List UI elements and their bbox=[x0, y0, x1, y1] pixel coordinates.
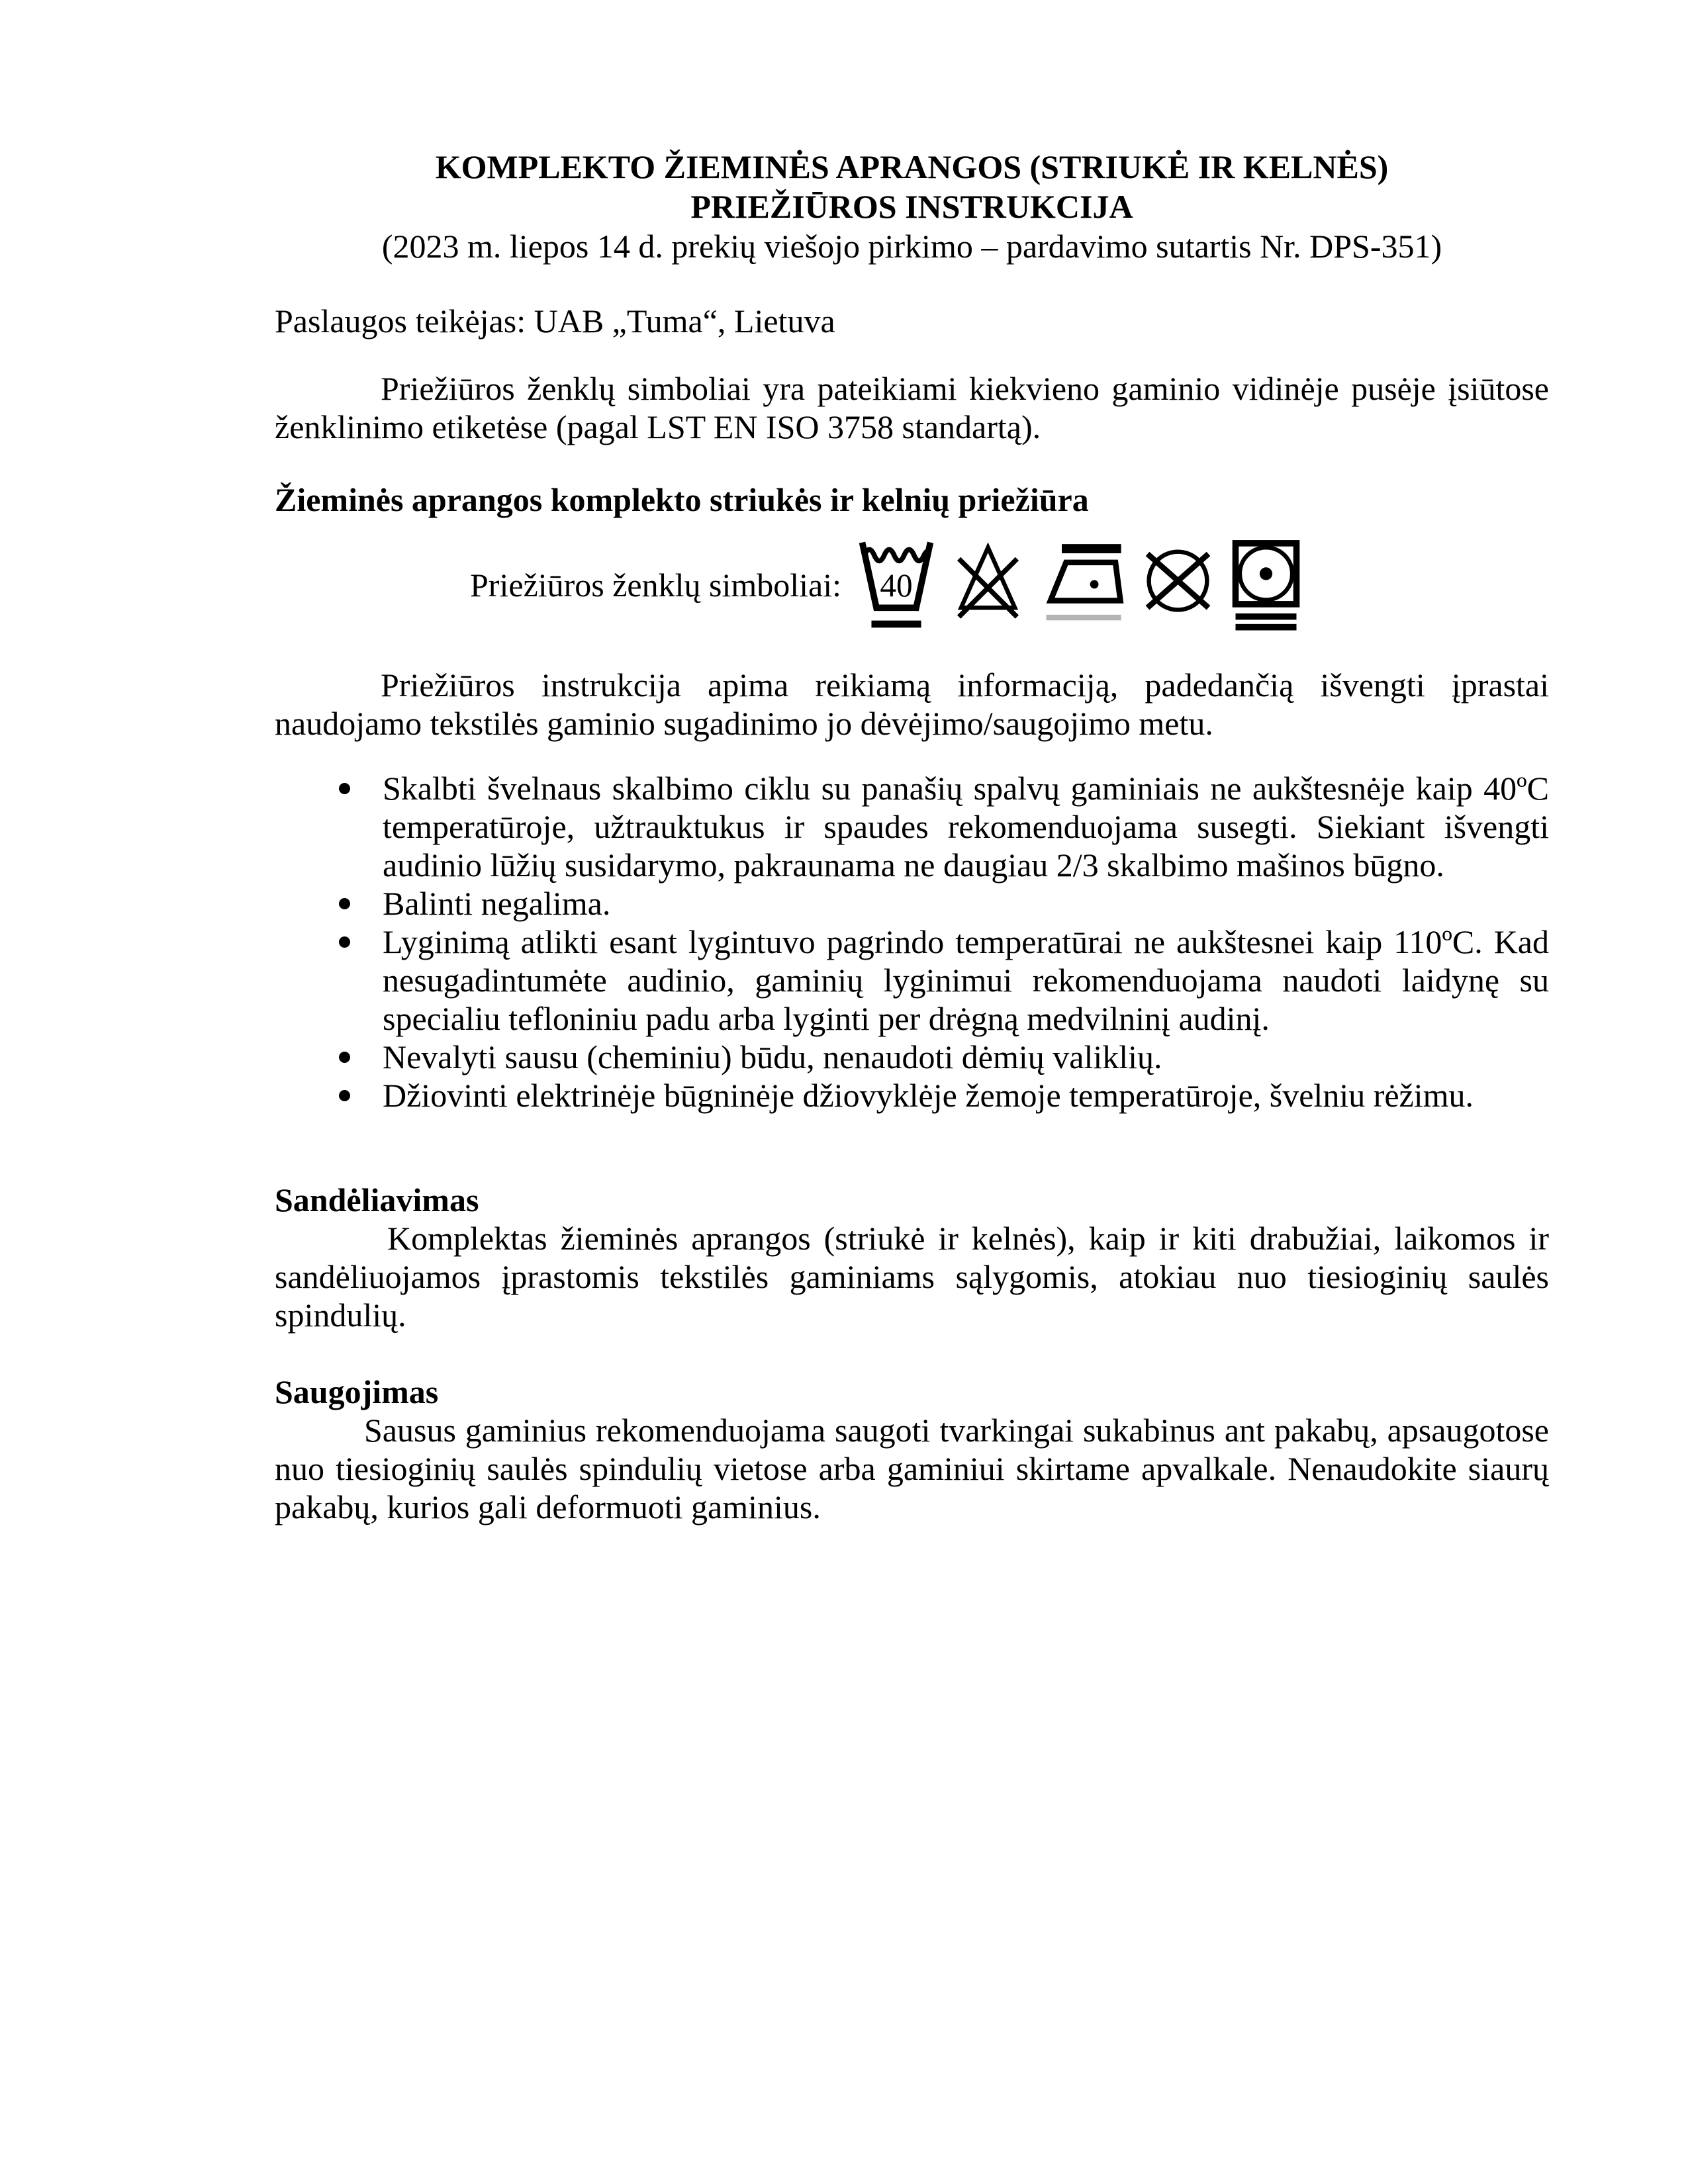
storage-section-heading: Sandėliavimas bbox=[275, 1181, 479, 1218]
title-line-2: PRIEŽIŪROS INSTRUKCIJA bbox=[690, 188, 1133, 225]
care-section-heading: Žieminės aprangos komplekto striukės ir kelnių priežiūra bbox=[275, 481, 1089, 518]
care-instruction-item-tumble-dry bbox=[275, 1076, 1549, 1115]
do-not-bleach-icon bbox=[953, 538, 1023, 632]
do-not-dry-clean-icon bbox=[1143, 538, 1213, 632]
wash-temperature-label: 40 bbox=[880, 567, 913, 604]
care-instruction-text: Balinti negalima. bbox=[383, 885, 611, 922]
care-symbols-strip bbox=[857, 538, 1301, 632]
care-info-paragraph: Priežiūros instrukcija apima reikiamą informaciją, padedančią išvengti įprastai naudojamo tekstilės gaminio sugadinimo jo dėvėjimo/saugojimo metu. bbox=[275, 666, 1549, 742]
bullet-dot-icon bbox=[339, 898, 350, 909]
care-instruction-text: Skalbti švelnaus skalbimo ciklu su panašių spalvų gaminiais ne aukštesnėje kaip 40ºC temperatūroje, užtrauktukus ir spaudes rekomenduojama susegti. Siekiant išvengti audinio lūžių susidarymo, pakraunama ne daugiau 2/3 skalbimo mašinos būgno. bbox=[383, 770, 1549, 884]
document-content bbox=[275, 147, 1549, 1526]
care-instruction-text: Lyginimą atlikti esant lygintuvo pagrindo temperatūrai ne aukštesnei kaip 110ºC. Kad nesugadintumėte audinio, gaminių lyginimui rekomenduojama naudoti laidynę su specialiu tefloniniu padu arba lyginti per drėgną medvilninį audinį. bbox=[383, 923, 1549, 1037]
contract-line: (2023 m. liepos 14 d. prekių viešojo pirkimo – pardavimo sutartis Nr. DPS-351) bbox=[381, 228, 1442, 265]
provider-line: Paslaugos teikėjas: UAB „Tuma“, Lietuva bbox=[275, 302, 835, 340]
care-instruction-item-bleach bbox=[275, 884, 1549, 923]
bullet-dot-icon bbox=[339, 783, 350, 794]
document-title bbox=[275, 147, 1549, 266]
bullet-dot-icon bbox=[339, 1090, 350, 1101]
iron-one-dot-icon bbox=[1041, 538, 1125, 632]
care-symbols-label: Priežiūros ženklų simboliai: bbox=[470, 567, 842, 604]
care-instruction-item-dry-clean bbox=[275, 1038, 1549, 1076]
care-instructions-list bbox=[275, 769, 1549, 1115]
title-line-1: KOMPLEKTO ŽIEMINĖS APRANGOS (STRIUKĖ IR KELNĖS) bbox=[435, 148, 1389, 185]
care-instruction-item-iron bbox=[275, 923, 1549, 1038]
wash-40-mild-icon bbox=[857, 538, 935, 632]
bullet-dot-icon bbox=[339, 936, 350, 948]
care-instruction-text: Nevalyti sausu (cheminiu) būdu, nenaudoti dėmių valiklių. bbox=[383, 1038, 1162, 1075]
safekeeping-paragraph: Sausus gaminius rekomenduojama saugoti tvarkingai sukabinus ant pakabų, apsaugotose nuo tiesioginių saulės spindulių vietose arba gaminiui skirtame apvalkale. Nenaudokite siaurų pakabų, kurios gali deformuoti gaminius. bbox=[275, 1412, 1549, 1525]
storage-paragraph: Komplektas žieminės aprangos (striukė ir kelnės), kaip ir kiti drabužiai, laikomos ir sandėliuojamos įprastomis tekstilės gaminiams sąlygomis, atokiau nuo tiesioginių saulės spindulių. bbox=[275, 1220, 1549, 1334]
safekeeping-section-heading: Saugojimas bbox=[275, 1373, 439, 1410]
intro-paragraph: Priežiūros ženklų simboliai yra pateikiami kiekvieno gaminio vidinėje pusėje įsiūtose ženklinimo etiketėse (pagal LST EN ISO 3758 standartą). bbox=[275, 370, 1549, 445]
bullet-dot-icon bbox=[339, 1052, 350, 1063]
tumble-dry-one-dot-gentle-icon bbox=[1231, 538, 1301, 632]
care-symbols-row bbox=[275, 535, 1549, 635]
care-instruction-text: Džiovinti elektrinėje būgninėje džiovyklėje žemoje temperatūroje, švelniu rėžimu. bbox=[383, 1077, 1474, 1114]
care-instruction-item-wash bbox=[275, 769, 1549, 884]
